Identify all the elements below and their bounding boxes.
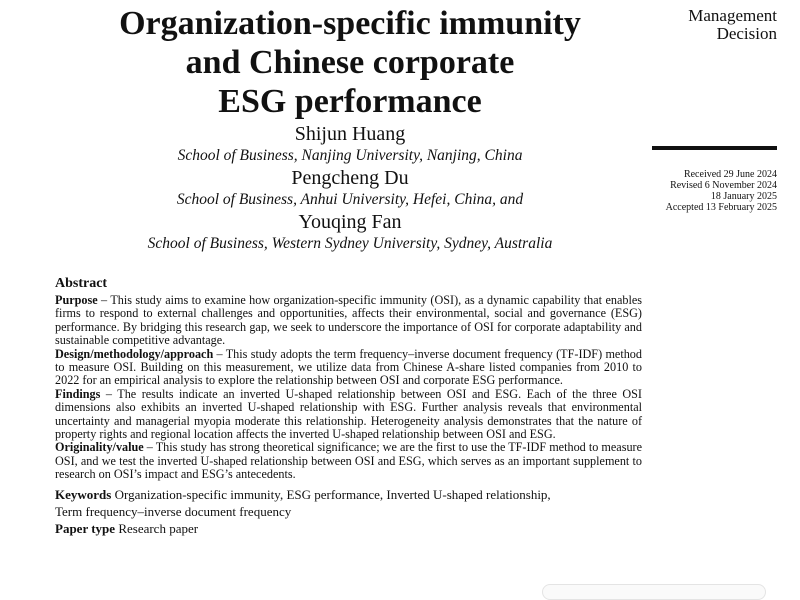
article-title [60, 4, 640, 121]
author-affiliation: School of Business, Nanjing University, Nanjing, China [177, 147, 523, 164]
section-text: – The results indicate an inverted U-shaped relationship between OSI and ESG. Each of the three OSI dimensions also exhibits an inverted U-shaped relationship with ESG. Further analysis reveals that environmental uncertainty and managerial myopia moderate this relationship. Heterogeneity analysis demonstrates that the nature of property rights and regional location affects the inverted U-shaped relationship between OSI and ESG. [55, 386, 642, 442]
author-name: Youqing Fan [298, 211, 402, 233]
author-affiliation: School of Business, Anhui University, Hefei, China, and [176, 191, 524, 208]
abstract-design [55, 348, 642, 388]
abstract-purpose [55, 294, 642, 348]
abstract-findings [55, 388, 642, 442]
abstract-heading: Abstract [55, 276, 108, 291]
paper-type-label: Paper type [55, 520, 116, 536]
journal-name-line-1: Management [688, 6, 777, 25]
date-revised: Revised 6 November 2024 [670, 180, 777, 191]
section-text: – This study has strong theoretical significance; we are the first to use the TF-IDF method to measure OSI, and we test the inverted U-shaped relationship between OSI and ESG, which serves as an important supplement to research on OSI’s impact and ESG’s antecedents. [55, 440, 642, 482]
section-label: Findings [55, 386, 101, 401]
journal-name-line-2: Decision [716, 24, 777, 43]
author-name: Shijun Huang [294, 123, 406, 145]
journal-name [688, 7, 777, 43]
overlay-pill [542, 584, 766, 600]
abstract-originality [55, 441, 642, 481]
date-received: Received 29 June 2024 [683, 169, 777, 180]
author-block [60, 122, 640, 254]
keywords [55, 486, 642, 503]
title-line-3: ESG performance [218, 83, 482, 120]
journal-divider [652, 146, 777, 150]
section-label: Purpose [55, 293, 98, 307]
section-label: Design/methodology/approach [55, 346, 214, 361]
paper-type-value: Research paper [115, 520, 199, 536]
author-affiliation: School of Business, Western Sydney University, Sydney, Australia [147, 235, 553, 252]
keywords-continued: Term frequency–inverse document frequency [55, 503, 292, 519]
author-name: Pengcheng Du [291, 167, 409, 189]
keywords-label: Keywords [55, 486, 112, 502]
abstract [55, 275, 642, 537]
date-revised-2: 18 January 2025 [710, 191, 777, 202]
date-accepted: Accepted 13 February 2025 [665, 202, 777, 213]
section-text: – This study adopts the term frequency–inverse document frequency (TF-IDF) method to measure OSI. Building on this measurement, we utilize data from Chinese A-share listed companies from 2010 to 2022 for an empirical analysis to explore the relationship between OSI and corporate ESG performance. [55, 346, 642, 388]
keywords-text: Organization-specific immunity, ESG performance, Inverted U-shaped relationship, [111, 486, 551, 502]
section-text: – This study aims to examine how organization-specific immunity (OSI), as a dynamic capability that enables firms to respond to external challenges and opportunities, affects their environmental, social and governance (ESG) performance. By bridging this research gap, we seek to underscore the importance of OSI for corporate adaptability and sustainable competitive advantage. [55, 293, 642, 348]
section-label: Originality/value [55, 440, 144, 455]
title-line-2: and Chinese corporate [185, 44, 515, 81]
title-line-1: Organization-specific immunity [119, 5, 581, 42]
article-dates [666, 169, 777, 213]
paper-type [55, 520, 642, 537]
